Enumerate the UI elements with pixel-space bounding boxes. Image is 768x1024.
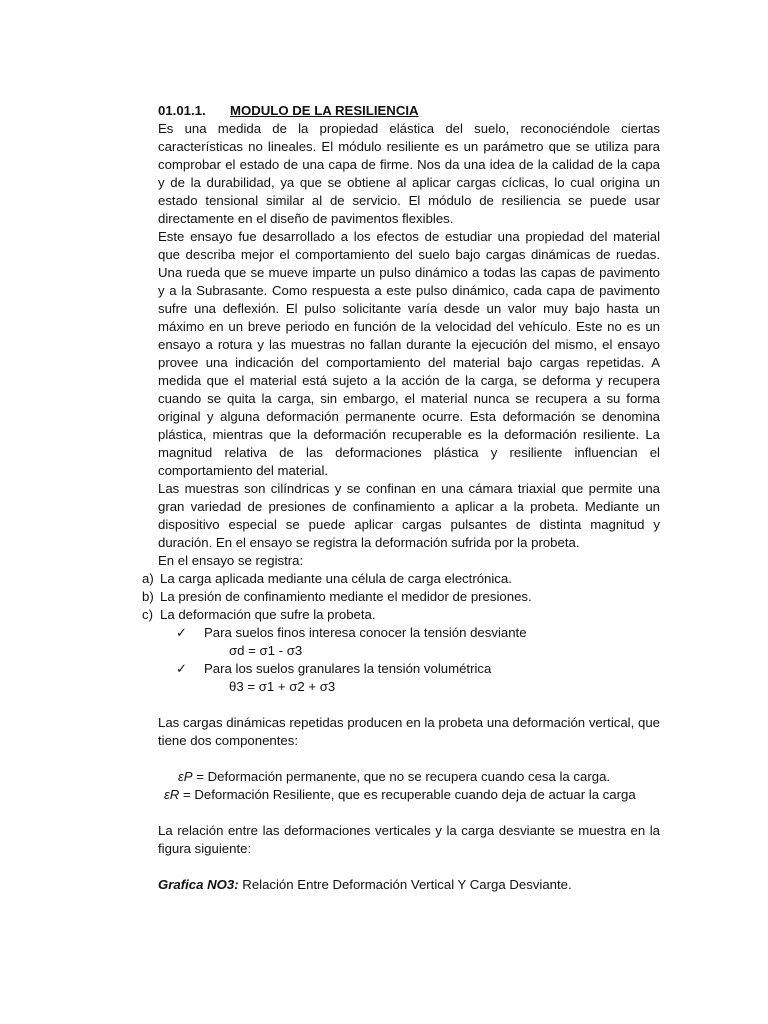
check-item <box>176 660 660 678</box>
list-item-text: La deformación que sufre la probeta. <box>160 607 376 622</box>
definition-permanent-strain: εP = Deformación permanente, que no se recupera cuando cesa la carga. <box>178 769 611 784</box>
check-item-text: Para suelos finos interesa conocer la tensión desviante <box>204 625 527 640</box>
formula-volumetric-stress: θ3 = σ1 + σ2 + σ3 <box>229 679 336 694</box>
list-item-text: La presión de confinamiento mediante el medidor de presiones. <box>160 589 532 604</box>
paragraph-definition: Es una medida de la propiedad elástica del suelo, reconociéndole ciertas características no lineales. El módulo resiliente es un parámetro que se utiliza para comprobar el estado de una capa de firme. Nos da una idea de la calidad de la capa y de la durabilidad, ya que se obtiene al aplicar cargas cíclicas, lo cual origina un estado tensional similar al de servicio. El módulo de resiliencia se puede usar directamente en el diseño de pavimentos flexibles. <box>158 121 660 226</box>
formula-deviator-stress: σd = σ1 - σ3 <box>229 643 303 658</box>
paragraph-components: Las cargas dinámicas repetidas producen en la probeta una deformación vertical, que tiene dos componentes: <box>158 715 660 748</box>
section-title: MODULO DE LA RESILIENCIA <box>230 103 419 118</box>
paragraph-relation: La relación entre las deformaciones verticales y la carga desviante se muestra en la figura siguiente: <box>158 823 660 856</box>
paragraph-test-description: Este ensayo fue desarrollado a los efectos de estudiar una propiedad del material que describa mejor el comportamiento del suelo bajo cargas dinámicas de ruedas. Una rueda que se mueve imparte un pulso dinámico a todas las capas de pavimento y a la Subrasante. Como respuesta a este pulso dinámico, cada capa de pavimento sufre una deflexión. El pulso solicitante varía desde un valor muy bajo hasta un máximo en un breve periodo en función de la velocidad del vehículo. Este no es un ensayo a rotura y las muestras no fallan durante la ejecución del mismo, el ensayo provee una indicación del comportamiento del material bajo cargas repetidas. A medida que el material está sujeto a la acción de la carga, se deforma y recupera cuando se quita la carga, sin embargo, el material nunca se recupera a su forma original y alguna deformación permanente ocurre. Esta deformación se denomina plástica, mientras que la deformación recuperable es la deformación resiliente. La magnitud relativa de las deformaciones plástica y resiliente influencian el comportamiento del material. <box>158 229 660 478</box>
paragraph-samples: Las muestras son cilíndricas y se confinan en una cámara triaxial que permite una gran variedad de presiones de confinamiento a aplicar a la probeta. Mediante un dispositivo especial se puede aplicar cargas pulsantes de distinta magnitud y duración. En el ensayo se registra la deformación sufrida por la probeta. <box>158 481 660 550</box>
caption-text: Relación Entre Deformación Vertical Y Carga Desviante. <box>238 877 572 892</box>
definition-resilient-strain: εR = Deformación Resiliente, que es recuperable cuando deja de actuar la carga <box>164 787 636 802</box>
section-number: 01.01.1. <box>158 103 206 118</box>
list-item-text: La carga aplicada mediante una célula de carga electrónica. <box>160 571 512 586</box>
caption-label: Grafica NO3: <box>158 877 239 892</box>
list-marker: c) <box>142 607 153 622</box>
list-marker: a) <box>142 571 154 586</box>
checkmark-icon: ✓ <box>176 661 188 676</box>
section-heading <box>158 102 660 120</box>
document-body <box>142 102 660 894</box>
list-item <box>142 570 660 588</box>
check-item-text: Para los suelos granulares la tensión volumétrica <box>204 661 492 676</box>
epsilon-r-symbol: εR <box>164 787 180 802</box>
list-item <box>142 606 660 624</box>
registry-list <box>142 570 660 624</box>
checkmark-icon: ✓ <box>176 625 188 640</box>
figure-caption <box>158 876 660 894</box>
list-item <box>142 588 660 606</box>
paragraph-registry-intro: En el ensayo se registra: <box>158 553 304 568</box>
list-marker: b) <box>142 589 154 604</box>
epsilon-p-symbol: εP <box>178 769 193 784</box>
check-item <box>176 624 660 642</box>
